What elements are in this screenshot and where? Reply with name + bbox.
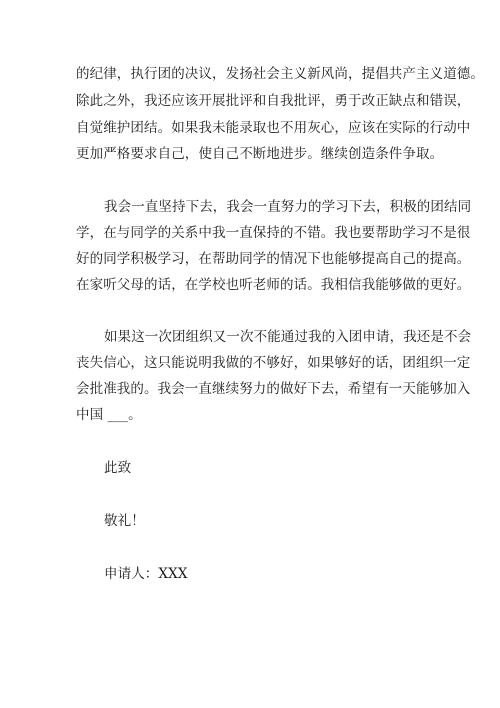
paragraph1-line-1: 的纪律，执行团的决议，发扬社会主义新风尚，提倡共产主义道德。 xyxy=(76,66,484,82)
paragraph3-line-4: 中国 ___。 xyxy=(76,407,142,423)
paragraph1-line-3: 自觉维护团结。如果我未能录取也不用灰心，应该在实际的行动中 xyxy=(76,120,471,136)
paragraph1-line-4: 更加严格要求自己，使自己不断地进步。继续创造条件争取。 xyxy=(76,146,444,162)
paragraph2-line-4: 在家听父母的话，在学校也听老师的话。我相信我能够做的更好。 xyxy=(76,277,471,293)
signature-text: 申请人：XXX xyxy=(104,566,188,582)
paragraph3-line-2: 丧失信心，这只能说明我做的不够好，如果够好的话，团组织一定 xyxy=(76,355,471,371)
paragraph2-line-2: 学，在与同学的关系中我一直保持的不错。我也要帮助学习不是很 xyxy=(76,225,471,241)
paragraph2-line-3: 好的同学积极学习，在帮助同学的情况下也能够提高自己的提高。 xyxy=(76,251,471,267)
salute-text: 敬礼！ xyxy=(104,513,145,529)
closing-text: 此致 xyxy=(104,460,132,476)
paragraph3-line-1: 如果这一次团组织又一次不能通过我的入团申请，我还是不会 xyxy=(104,329,472,345)
paragraph2-line-1: 我会一直坚持下去，我会一直努力的学习下去，积极的团结同 xyxy=(104,199,472,215)
paragraph3-line-3: 会批准我的。我会一直继续努力的做好下去，希望有一天能够加入 xyxy=(76,381,471,397)
paragraph1-line-2: 除此之外，我还应该开展批评和自我批评，勇于改正缺点和错误， xyxy=(76,93,471,109)
